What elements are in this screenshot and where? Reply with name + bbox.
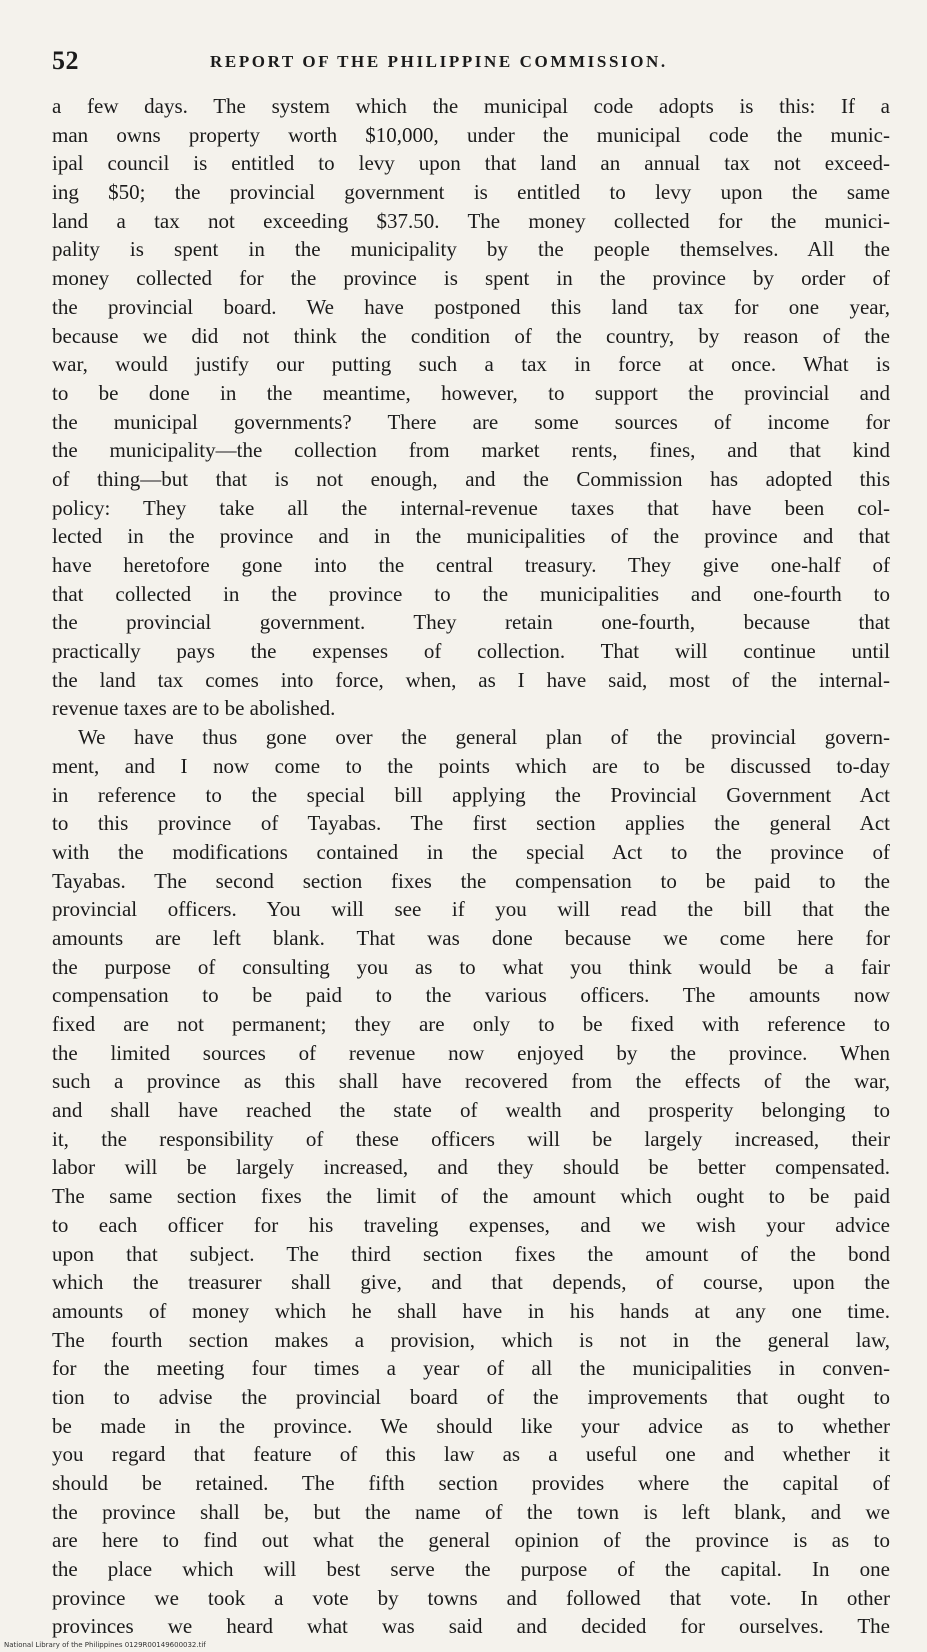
text-line: The fourth section makes a provision, which is not in the general law,: [52, 1327, 890, 1352]
text-line: ipal council is entitled to levy upon that land an annual tax not exceed-: [52, 151, 890, 176]
text-line: the province shall be, but the name of the town is left blank, and we: [52, 1499, 890, 1524]
text-line: be made in the province. We should like your advice as to whether: [52, 1413, 890, 1438]
running-head: REPORT OF THE PHILIPPINE COMMISSION.: [210, 52, 668, 71]
text-line: the provincial board. We have postponed this land tax for one year,: [52, 294, 890, 319]
text-line: it, the responsibility of these officers will be largely increased, their: [52, 1126, 890, 1151]
text-line: revenue taxes are to be abolished.: [52, 696, 336, 721]
text-line: war, would justify our putting such a tax in force at once. What is: [52, 352, 890, 377]
text-line: in reference to the special bill applying the Provincial Government Act: [52, 782, 890, 807]
text-line: ing $50; the provincial government is entitled to levy upon the same: [52, 180, 890, 205]
text-line: you regard that feature of this law as a useful one and whether it: [52, 1442, 890, 1467]
text-line: to this province of Tayabas. The first section applies the general Act: [52, 811, 890, 836]
text-line: practically pays the expenses of collection. That will continue until: [52, 639, 890, 664]
text-line: because we did not think the condition of the country, by reason of the: [52, 323, 890, 348]
text-line: land a tax not exceeding $37.50. The money collected for the munici-: [52, 208, 890, 233]
text-line: money collected for the province is spent in the province by order of: [52, 266, 890, 291]
text-line: have heretofore gone into the central treasury. They give one-half of: [52, 553, 890, 577]
text-line: are here to find out what the general opinion of the province is as to: [52, 1528, 890, 1553]
text-line: province we took a vote by towns and followed that vote. In other: [52, 1585, 890, 1610]
text-line: the municipal governments? There are some sources of income for: [52, 409, 890, 434]
text-line: to each officer for his traveling expenses, and we wish your advice: [52, 1212, 890, 1237]
scan-footer: National Library of the Philippines 0129R00149600032.tif: [4, 1641, 206, 1649]
text-line: to be done in the meantime, however, to support the provincial and: [52, 380, 890, 405]
text-line: tion to advise the provincial board of the improvements that ought to: [52, 1384, 890, 1409]
page-number: 52: [52, 46, 79, 75]
text-line: amounts are left blank. That was done because we come here for: [52, 925, 890, 950]
text-line: the place which will best serve the purpose of the capital. In one: [52, 1557, 890, 1582]
text-line: policy: They take all the internal-revenue taxes that have been col-: [52, 495, 890, 520]
text-line: a few days. The system which the municipal code adopts is this: If a: [52, 94, 890, 118]
text-line: for the meeting four times a year of all the municipalities in conven-: [52, 1356, 890, 1381]
text-line: the limited sources of revenue now enjoyed by the province. When: [52, 1040, 890, 1065]
text-line: upon that subject. The third section fixes the amount of the bond: [52, 1241, 890, 1266]
text-line: the municipality—the collection from market rents, fines, and that kind: [52, 438, 890, 463]
text-line: provincial officers. You will see if you will read the bill that the: [52, 897, 890, 922]
text-line: pality is spent in the municipality by the people themselves. All the: [52, 237, 890, 262]
text-line: The same section fixes the limit of the amount which ought to be paid: [52, 1184, 890, 1209]
text-line: ment, and I now come to the points which are to be discussed to-day: [52, 753, 890, 778]
text-line: the purpose of consulting you as to what you think would be a fair: [52, 954, 890, 979]
text-line: labor will be largely increased, and they should be better compensated.: [52, 1155, 890, 1180]
text-line: lected in the province and in the municipalities of the province and that: [52, 524, 890, 549]
text-line: of thing—but that is not enough, and the Commission has adopted this: [52, 466, 890, 491]
text-line: and shall have reached the state of wealth and prosperity belonging to: [52, 1098, 890, 1123]
body-text: [52, 92, 890, 1641]
page-header: [52, 46, 892, 76]
text-line: fixed are not permanent; they are only to be fixed with reference to: [52, 1012, 890, 1036]
text-line: We have thus gone over the general plan of the provincial govern-: [78, 725, 890, 750]
text-line: man owns property worth $10,000, under the municipal code the munic-: [52, 122, 890, 147]
text-line: amounts of money which he shall have in his hands at any one time.: [52, 1298, 890, 1323]
text-line: that collected in the province to the municipalities and one-fourth to: [52, 581, 890, 606]
text-line: the provincial government. They retain one-fourth, because that: [52, 610, 890, 635]
text-line: provinces we heard what was said and decided for ourselves. The: [52, 1614, 890, 1639]
text-line: the land tax comes into force, when, as I have said, most of the internal-: [52, 667, 890, 692]
text-line: compensation to be paid to the various officers. The amounts now: [52, 983, 890, 1008]
text-line: such a province as this shall have recovered from the effects of the war,: [52, 1069, 890, 1094]
text-line: should be retained. The fifth section provides where the capital of: [52, 1471, 890, 1495]
text-line: which the treasurer shall give, and that depends, of course, upon the: [52, 1270, 890, 1295]
text-line: with the modifications contained in the special Act to the province of: [52, 839, 890, 864]
text-line: Tayabas. The second section fixes the compensation to be paid to the: [52, 868, 890, 893]
